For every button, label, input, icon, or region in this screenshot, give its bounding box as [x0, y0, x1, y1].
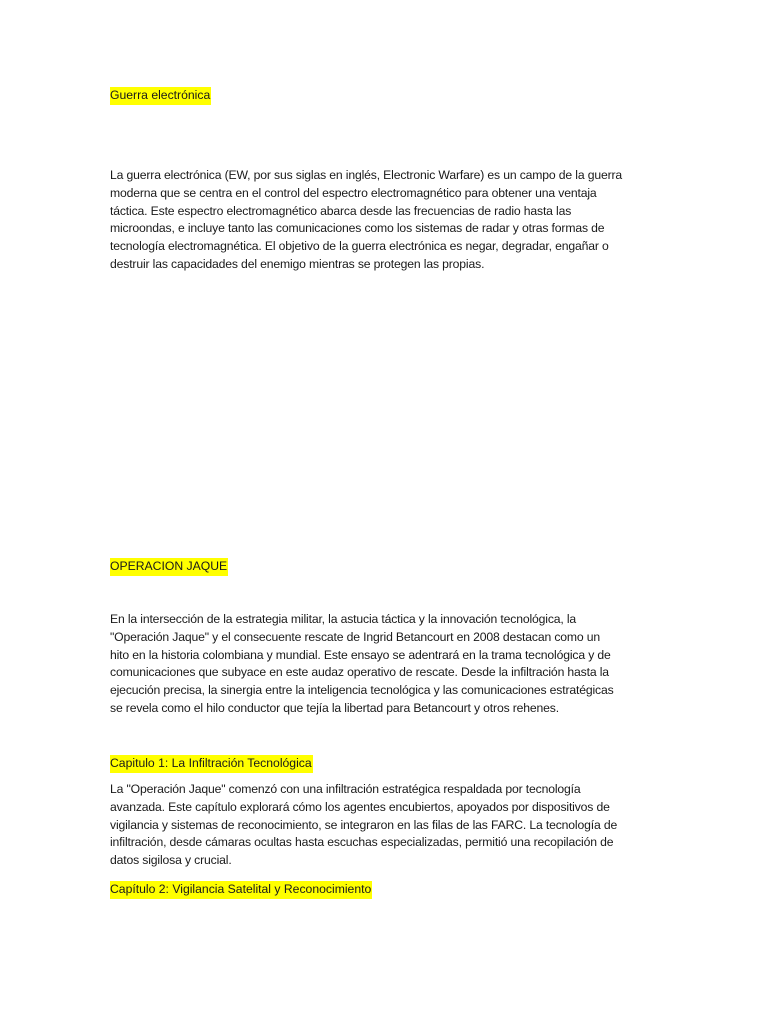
paragraph-guerra-intro: [110, 167, 690, 274]
text-line: se revela como el hilo conductor que tejía la libertad para Betancourt y otros rehenes.: [110, 700, 559, 715]
text-line: La "Operación Jaque" comenzó con una infiltración estratégica respaldada por tecnología: [110, 782, 581, 796]
text-line: vigilancia y sistemas de reconocimiento, se integraron en las filas de las FARC. La tecnología de: [110, 817, 618, 832]
text-line: En la intersección de la estrategia militar, la astucia táctica y la innovación tecnológica, la: [110, 612, 577, 626]
text-line: destruir las capacidades del enemigo mientras se protegen las propias.: [110, 256, 485, 271]
text-line: microondas, e incluye tanto las comunicaciones como los sistemas de radar y otras formas de: [110, 221, 605, 236]
text-line: táctica. Este espectro electromagnético abarca desde las frecuencias de radio hasta las: [110, 203, 572, 218]
text-line: ejecución precisa, la sinergia entre la inteligencia tecnológica y las comunicaciones estratégicas: [110, 683, 614, 698]
paragraph-operacion-intro: [110, 611, 690, 718]
text-line: comunicaciones que subyace en este audaz operativo de rescate. Desde la infiltración hasta la: [110, 665, 609, 680]
text-line: "Operación Jaque" y el consecuente rescate de Ingrid Betancourt en 2008 destacan como un: [110, 629, 601, 644]
text-line: infiltración, desde cámaras ocultas hasta escuchas especializadas, permitió una recopilación de: [110, 835, 614, 850]
text-line: datos sigilosa y crucial.: [110, 853, 232, 868]
heading-operacion-jaque: OPERACION JAQUE: [110, 558, 228, 576]
text-line: La guerra electrónica (EW, por sus siglas en inglés, Electronic Warfare) es un campo de la guerra: [110, 168, 623, 182]
text-line: tecnología electromagnética. El objetivo de la guerra electrónica es negar, degradar, engañar o: [110, 239, 609, 254]
heading-capitulo-1: Capitulo 1: La Infiltración Tecnológica: [110, 755, 313, 773]
heading-capitulo-2: Capítulo 2: Vigilancia Satelital y Reconocimiento: [110, 881, 372, 899]
paragraph-capitulo-1: [110, 781, 690, 870]
text-line: avanzada. Este capítulo explorará cómo los agentes encubiertos, apoyados por dispositivos de: [110, 799, 610, 814]
heading-guerra-electronica: Guerra electrónica: [110, 87, 211, 105]
text-line: hito en la historia colombiana y mundial. Este ensayo se adentrará en la trama tecnológica y de: [110, 647, 611, 662]
text-line: moderna que se centra en el control del espectro electromagnético para obtener una ventaja: [110, 185, 597, 200]
